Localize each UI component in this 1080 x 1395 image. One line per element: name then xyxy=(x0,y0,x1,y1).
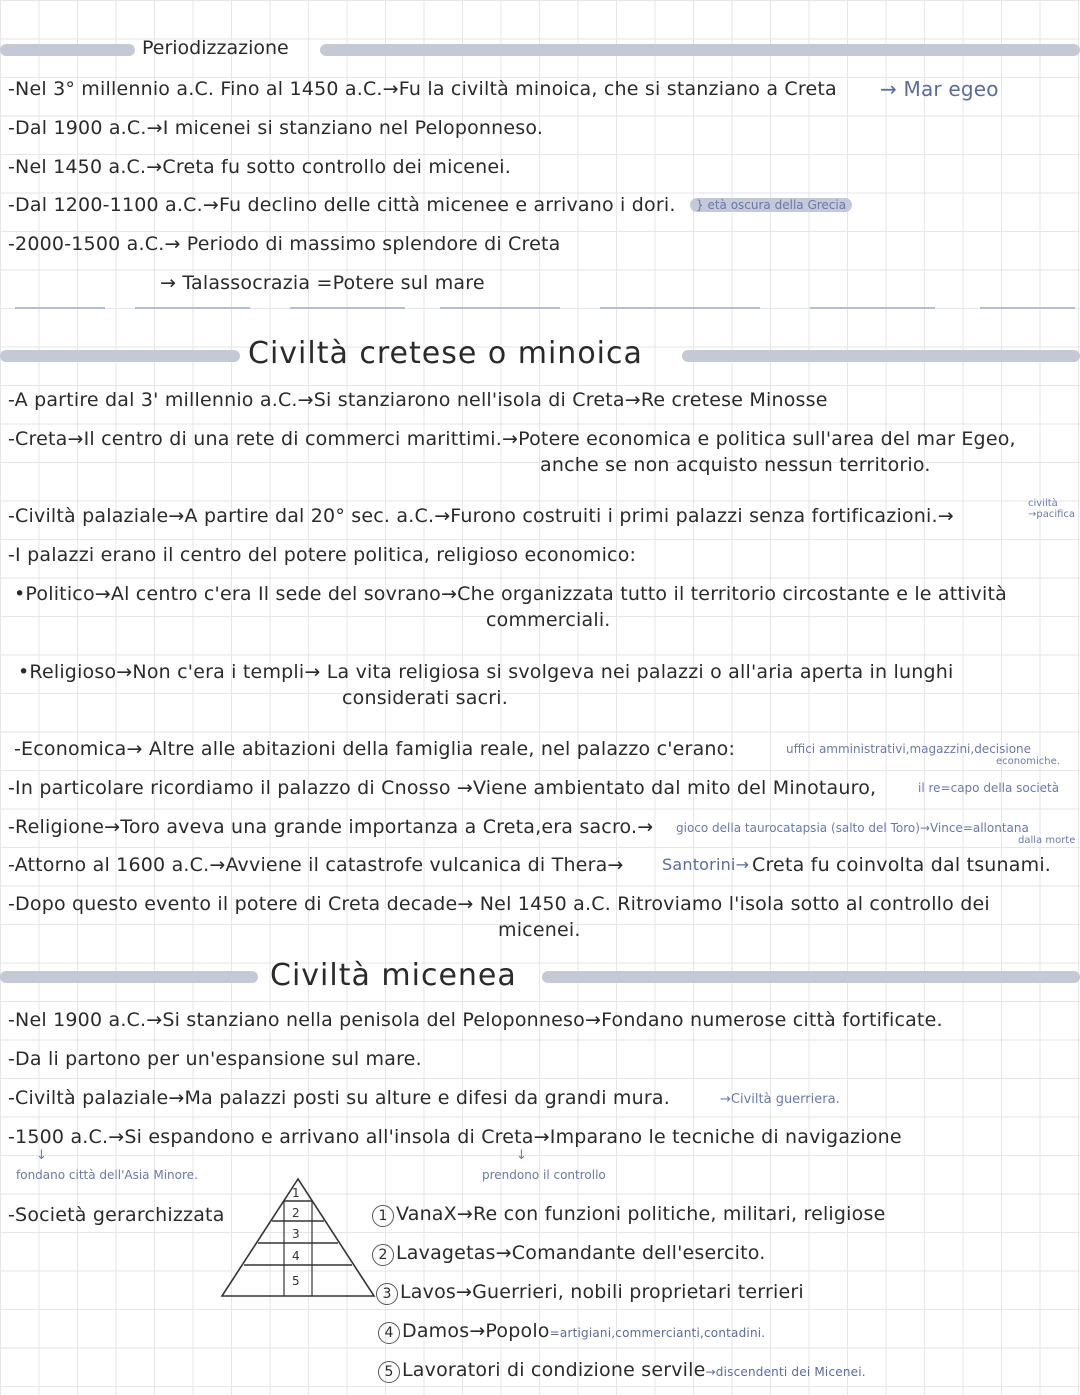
cretese-line-9: considerati sacri. xyxy=(342,687,508,709)
hierarchy-item xyxy=(372,1201,885,1227)
hierarchy-label: Lavagetas xyxy=(396,1242,496,1264)
period-line-2: -Dal 1900 a.C.→I micenei si stanziano nel Peloponneso. xyxy=(8,117,544,139)
hierarchy-number: 2 xyxy=(372,1244,394,1266)
hierarchy-item xyxy=(376,1279,804,1305)
separator xyxy=(135,307,250,309)
separator xyxy=(980,307,1075,309)
hierarchy-label: VanaX xyxy=(396,1203,457,1225)
hierarchy-desc: →Comandante dell'esercito. xyxy=(495,1242,766,1264)
cretese-line-14: -Dopo questo evento il potere di Creta decade→ Nel 1450 a.C. Ritroviamo l'isola sotto al controllo dei xyxy=(8,893,990,915)
header-bar-right xyxy=(682,350,1080,362)
cretese-line-2: -Creta→Il centro di una rete di commerci marittimi.→Potere economica e politica sull'area del mar Egeo, xyxy=(8,428,1016,450)
period-line-1: -Nel 3° millennio a.C. Fino al 1450 a.C.→Fu la civiltà minoica, che si stanziano a Creta xyxy=(8,78,837,100)
hierarchy-number: 3 xyxy=(376,1283,398,1305)
hierarchy-item xyxy=(372,1240,766,1266)
hierarchy-item xyxy=(378,1357,866,1385)
cretese-line-5: -I palazzi erano il centro del potere politica, religioso economico: xyxy=(8,544,637,566)
note-re-capo: il re=capo della società xyxy=(918,781,1060,795)
note-gioco: gioco della taurocatapsia (salto del Toro)→Vince=allontana xyxy=(676,821,1029,835)
note-civilta-pacifica: civiltà →pacifica xyxy=(1028,498,1076,520)
note-asia-minore: fondano città dell'Asia Minore. xyxy=(16,1168,198,1182)
period-line-5: -2000-1500 a.C.→ Periodo di massimo splendore di Creta xyxy=(8,233,561,255)
hierarchy-label: Lavoratori di condizione servile xyxy=(402,1359,706,1381)
note-eta-oscura: } età oscura della Grecia xyxy=(690,198,852,212)
micenea-title: Civiltà micenea xyxy=(270,958,517,993)
cretese-line-11: -In particolare ricordiamo il palazzo di Cnosso →Viene ambientato dal mito del Minotauro, xyxy=(8,777,877,799)
arrow-down-icon: ↓ xyxy=(36,1148,47,1163)
note-controllo: prendono il controllo xyxy=(482,1168,606,1182)
hierarchy-desc: →Guerrieri, nobili proprietari terrieri xyxy=(456,1281,804,1303)
pyramid-level: 1 xyxy=(292,1186,300,1200)
period-line-3: -Nel 1450 a.C.→Creta fu sotto controllo dei micenei. xyxy=(8,156,511,178)
hierarchy-note: =artigiani,commercianti,contadini. xyxy=(549,1326,766,1340)
note-uffici: uffici amministrativi,magazzini,decisione xyxy=(786,742,1032,756)
header-bar-left xyxy=(0,44,135,56)
cretese-line-1: -A partire dal 3' millennio a.C.→Si stanziarono nell'isola di Creta→Re cretese Minosse xyxy=(8,389,828,411)
pyramid-level: 2 xyxy=(292,1206,300,1220)
header-bar-right xyxy=(320,44,1080,56)
hierarchy-number: 4 xyxy=(378,1322,400,1344)
hierarchy-desc: →Popolo xyxy=(469,1320,550,1342)
note-santorini-rest: Creta fu coinvolta dal tsunami. xyxy=(752,854,1052,876)
cretese-line-4: -Civiltà palaziale→A partire dal 20° sec. a.C.→Furono costruiti i primi palazzi senza fortificazioni.→ xyxy=(8,505,954,527)
micenea-line-1: -Nel 1900 a.C.→Si stanziano nella penisola del Peloponneso→Fondano numerose città fortificate. xyxy=(8,1009,943,1031)
cretese-line-8: •Religioso→Non c'era i templi→ La vita religiosa si svolgeva nei palazzi o all'aria aperta in lunghi xyxy=(18,661,954,683)
periodizzazione-title: Periodizzazione xyxy=(142,37,289,59)
micenea-line-2: -Da li partono per un'espansione sul mare. xyxy=(8,1048,422,1070)
arrow-down-icon: ↓ xyxy=(516,1148,527,1163)
period-line-4: -Dal 1200-1100 a.C.→Fu declino delle città micenee e arrivano i dori. xyxy=(8,194,676,216)
note-economiche: economiche. xyxy=(996,756,1060,767)
hierarchy-label: Damos xyxy=(402,1320,470,1342)
period-line-6: → Talassocrazia =Potere sul mare xyxy=(160,272,485,294)
cretese-line-3: anche se non acquisto nessun territorio. xyxy=(540,454,931,476)
note-mar-egeo: → Mar egeo xyxy=(880,77,999,101)
separator xyxy=(440,307,560,309)
cretese-line-7: commerciali. xyxy=(486,609,611,631)
separator xyxy=(600,307,760,309)
hierarchy-number: 1 xyxy=(372,1205,394,1227)
cretese-line-10: -Economica→ Altre alle abitazioni della famiglia reale, nel palazzo c'erano: xyxy=(14,738,736,760)
micenea-line-5: -Società gerarchizzata xyxy=(8,1204,225,1226)
micenea-line-4: -1500 a.C.→Si espandono e arrivano all'insola di Creta→Imparano le tecniche di navigazione xyxy=(8,1126,902,1148)
separator xyxy=(15,307,105,309)
note-santorini: Santorini→ xyxy=(662,855,750,874)
cretese-title: Civiltà cretese o minoica xyxy=(248,336,643,371)
hierarchy-label: Lavos xyxy=(400,1281,456,1303)
cretese-line-6: •Politico→Al centro c'era Il sede del sovrano→Che organizzata tutto il territorio circostante e le attività xyxy=(14,583,1007,605)
separator xyxy=(810,307,935,309)
hierarchy-note: →discendenti dei Micenei. xyxy=(705,1365,866,1379)
cretese-line-15: micenei. xyxy=(498,919,581,941)
note-dalla-morte: dalla morte xyxy=(1018,835,1076,846)
header-bar-left xyxy=(0,971,258,983)
header-bar-right xyxy=(542,971,1080,983)
header-bar-left xyxy=(0,350,240,362)
pyramid-level: 5 xyxy=(292,1274,300,1288)
hierarchy-number: 5 xyxy=(378,1361,400,1383)
hierarchy-item xyxy=(378,1318,765,1346)
hierarchy-pyramid xyxy=(218,1175,378,1300)
pyramid-level: 4 xyxy=(292,1249,300,1263)
hierarchy-desc: →Re con funzioni politiche, militari, religiose xyxy=(456,1203,886,1225)
micenea-line-3: -Civiltà palaziale→Ma palazzi posti su alture e difesi da grandi mura. xyxy=(8,1087,670,1109)
cretese-line-12: -Religione→Toro aveva una grande importanza a Creta,era sacro.→ xyxy=(8,816,654,838)
note-guerriera: →Civiltà guerriera. xyxy=(720,1092,840,1107)
pyramid-level: 3 xyxy=(292,1227,300,1241)
cretese-line-13: -Attorno al 1600 a.C.→Avviene il catastrofe vulcanica di Thera→ xyxy=(8,854,624,876)
separator xyxy=(290,307,405,309)
